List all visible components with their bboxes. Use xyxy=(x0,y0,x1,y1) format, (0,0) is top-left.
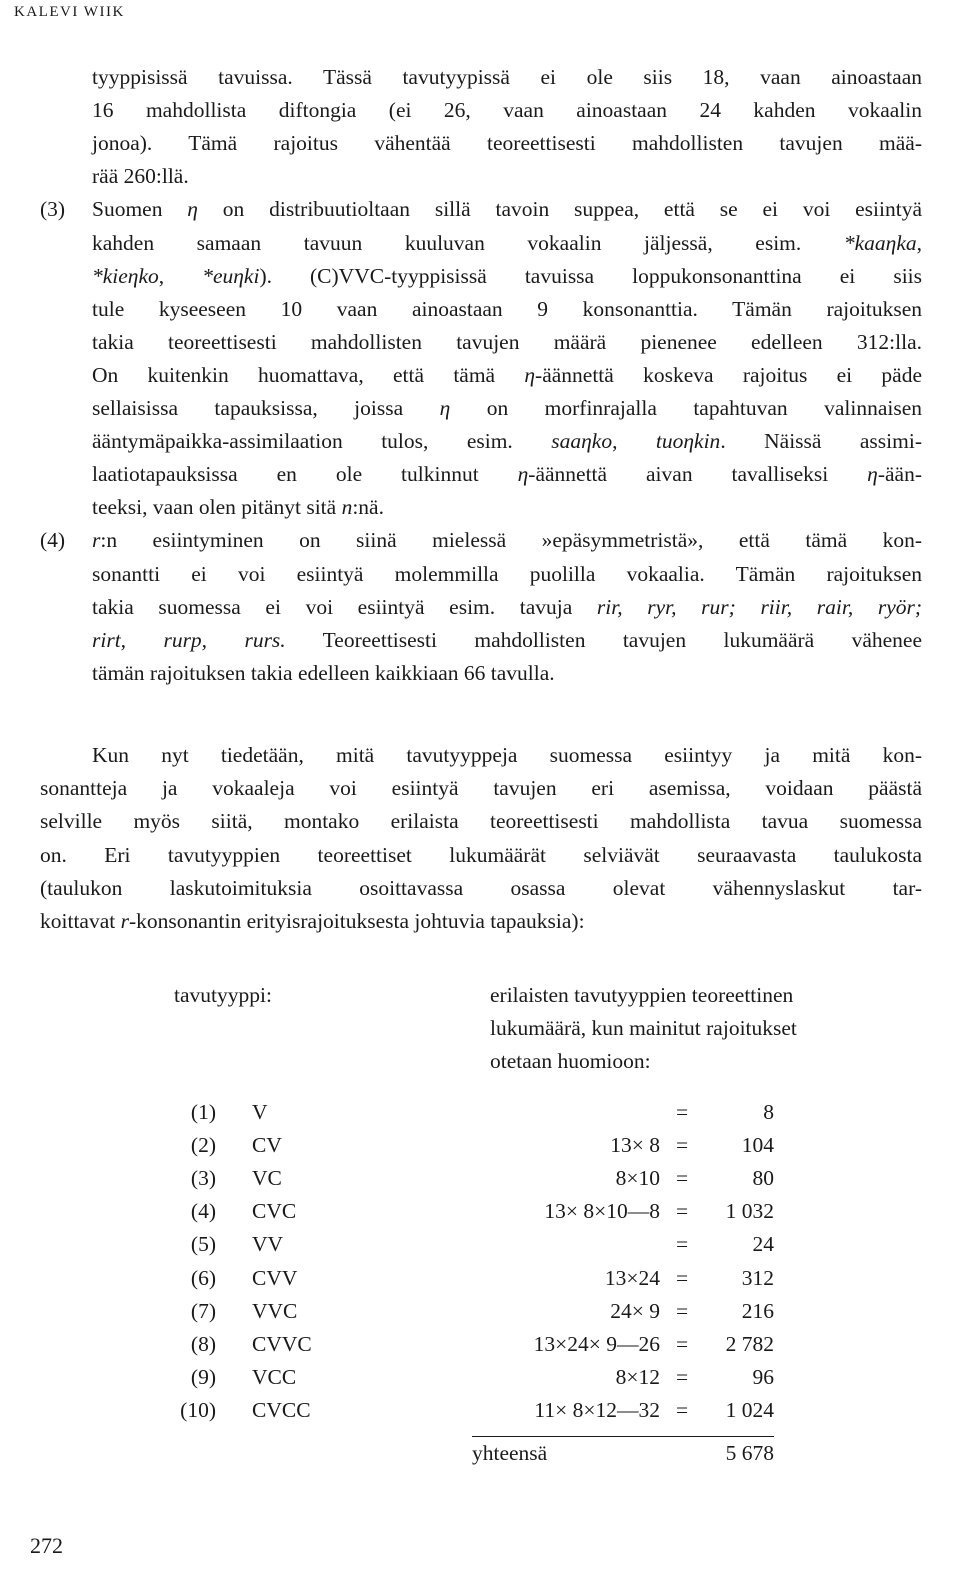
row-equals: = xyxy=(676,1265,689,1290)
row-number: (8) xyxy=(190,1331,216,1356)
text-line: takia teoreettisesti mahdollisten tavujen määrä pienenee edelleen 312:lla. xyxy=(92,329,922,354)
text-line: teeksi, vaan olen pitänyt sitä n:nä. xyxy=(92,495,384,520)
row-type: VCC xyxy=(252,1364,297,1389)
row-total: 1 032 xyxy=(725,1199,774,1224)
row-total: 1 024 xyxy=(725,1397,774,1422)
row-total: 312 xyxy=(741,1265,774,1290)
row-number: (4) xyxy=(190,1199,216,1224)
row-number: (7) xyxy=(190,1298,216,1323)
row-equals: = xyxy=(676,1232,689,1257)
row-total: 216 xyxy=(741,1298,774,1323)
row-calc: 13× 8×10—8 xyxy=(544,1199,660,1224)
text-line: rää 260:llä. xyxy=(92,164,189,189)
row-type: VVC xyxy=(252,1298,298,1323)
row-total: 80 xyxy=(752,1166,774,1191)
text-line: sonantti ei voi esiintyä molemmilla puolilla vokaalia. Tämän rajoituksen xyxy=(92,561,922,586)
row-type: CVV xyxy=(252,1265,298,1290)
list-number: (3) xyxy=(40,197,66,222)
row-type: V xyxy=(252,1100,268,1124)
row-number: (3) xyxy=(190,1166,216,1191)
sum-label: yhteensä xyxy=(472,1441,548,1465)
sum-total: 5 678 xyxy=(725,1441,774,1465)
paragraph-line: (taulukon laskutoimituksia osoittavassa osassa olevat vähennyslaskut tar- xyxy=(40,875,922,900)
text-line: kahden samaan tavuun kuuluvan vokaalin jäljessä, esim. *kaaηka, xyxy=(92,230,922,255)
text-line: rirt, rurp, rurs. Teoreettisesti mahdollisten tavujen lukumäärä vähenee xyxy=(92,627,923,652)
row-calc: 8×10 xyxy=(615,1166,660,1191)
row-type: CVCC xyxy=(252,1397,311,1422)
row-type: VC xyxy=(252,1166,282,1191)
running-head: KALEVI WIIK xyxy=(14,4,125,20)
text-line: tule kyseeseen 10 vaan ainoastaan 9 konsonanttia. Tämän rajoituksen xyxy=(92,296,922,321)
sum-rule xyxy=(472,1436,774,1437)
text-line: laatiotapauksissa en ole tulkinnut η-äännettä aivan tavalliseksi η-ään- xyxy=(92,462,922,487)
row-calc: 24× 9 xyxy=(610,1298,660,1323)
paragraph-line: on. Eri tavutyyppien teoreettiset lukumäärät selviävät seuraavasta taulukosta xyxy=(40,842,922,867)
text-line: 16 mahdollista diftongia (ei 26, vaan ainoastaan 24 kahden vokaalin xyxy=(92,98,922,123)
paragraph-line: sonantteja ja vokaaleja voi esiintyä tavujen eri asemissa, voidaan päästä xyxy=(40,776,922,801)
row-equals: = xyxy=(676,1298,689,1323)
text-line: *kieηko, *euηki). (C)VVC-tyyppisissä tavuissa loppukonsonanttina ei siis xyxy=(92,263,923,288)
row-total: 24 xyxy=(752,1232,774,1257)
row-total: 96 xyxy=(752,1364,774,1389)
text-line: tyyppisissä tavuissa. Tässä tavutyypissä ei ole siis 18, vaan ainoastaan xyxy=(92,65,922,89)
row-calc: 13×24× 9—26 xyxy=(533,1331,660,1356)
row-calc: 13× 8 xyxy=(610,1133,660,1158)
text-line: r:n esiintyminen on siinä mielessä »epäsymmetristä», että tämä kon- xyxy=(92,528,922,553)
row-total: 8 xyxy=(763,1100,774,1124)
table-header-right-line-3: otetaan huomioon: xyxy=(490,1049,651,1073)
row-calc: 8×12 xyxy=(615,1364,660,1389)
row-equals: = xyxy=(676,1100,689,1124)
row-equals: = xyxy=(676,1364,689,1389)
row-total: 104 xyxy=(741,1133,774,1158)
row-number: (9) xyxy=(190,1364,216,1389)
text-line: On kuitenkin huomattava, että tämä η-äännettä koskeva rajoitus ei päde xyxy=(92,362,922,387)
row-number: (5) xyxy=(190,1232,216,1257)
row-equals: = xyxy=(676,1331,689,1356)
row-equals: = xyxy=(676,1199,689,1224)
text-line: sellaisissa tapauksissa, joissa η on morfinrajalla tapahtuvan valinnaisen xyxy=(92,396,922,420)
row-type: CVC xyxy=(252,1199,297,1224)
list-number: (4) xyxy=(40,528,66,553)
paragraph-line: Kun nyt tiedetään, mitä tavutyyppeja suomessa esiintyy ja mitä kon- xyxy=(92,743,922,767)
row-equals: = xyxy=(676,1166,689,1191)
text-line: ääntymäpaikka-assimilaation tulos, esim. saaηko, tuoηkin. Näissä assimi- xyxy=(92,429,922,454)
row-number: (10) xyxy=(180,1397,216,1422)
row-number: (6) xyxy=(190,1265,216,1290)
table-header-right-line-2: lukumäärä, kun mainitut rajoitukset xyxy=(490,1016,797,1040)
row-calc: 11× 8×12—32 xyxy=(534,1397,660,1422)
text-line: jonoa). Tämä rajoitus vähentää teoreettisesti mahdollisten tavujen mää- xyxy=(92,131,922,156)
text-line: tämän rajoituksen takia edelleen kaikkiaan 66 tavulla. xyxy=(92,660,555,685)
text-line: Suomen η on distribuutioltaan sillä tavoin suppea, että se ei voi esiintyä xyxy=(92,197,922,222)
row-equals: = xyxy=(676,1397,689,1422)
row-type: CV xyxy=(252,1133,282,1158)
row-total: 2 782 xyxy=(725,1331,774,1356)
paragraph-line: selville myös siitä, montako erilaista teoreettisesti mahdollista tavua suomessa xyxy=(40,809,922,834)
text-line: takia suomessa ei voi esiintyä esim. tavuja rir, ryr, rur; riir, rair, ryör; xyxy=(92,594,923,619)
row-type: CVVC xyxy=(252,1331,312,1356)
table-header-right-line-1: erilaisten tavutyyppien teoreettinen xyxy=(490,983,794,1007)
table-header-left: tavutyyppi: xyxy=(174,983,272,1007)
page-number: 272 xyxy=(30,1533,63,1558)
paragraph-line: koittavat r-konsonantin erityisrajoituksesta johtuvia tapauksia): xyxy=(40,909,585,933)
row-number: (2) xyxy=(190,1133,216,1158)
row-number: (1) xyxy=(190,1100,216,1124)
row-equals: = xyxy=(676,1133,689,1158)
row-type: VV xyxy=(252,1232,284,1257)
row-calc: 13×24 xyxy=(604,1265,660,1290)
